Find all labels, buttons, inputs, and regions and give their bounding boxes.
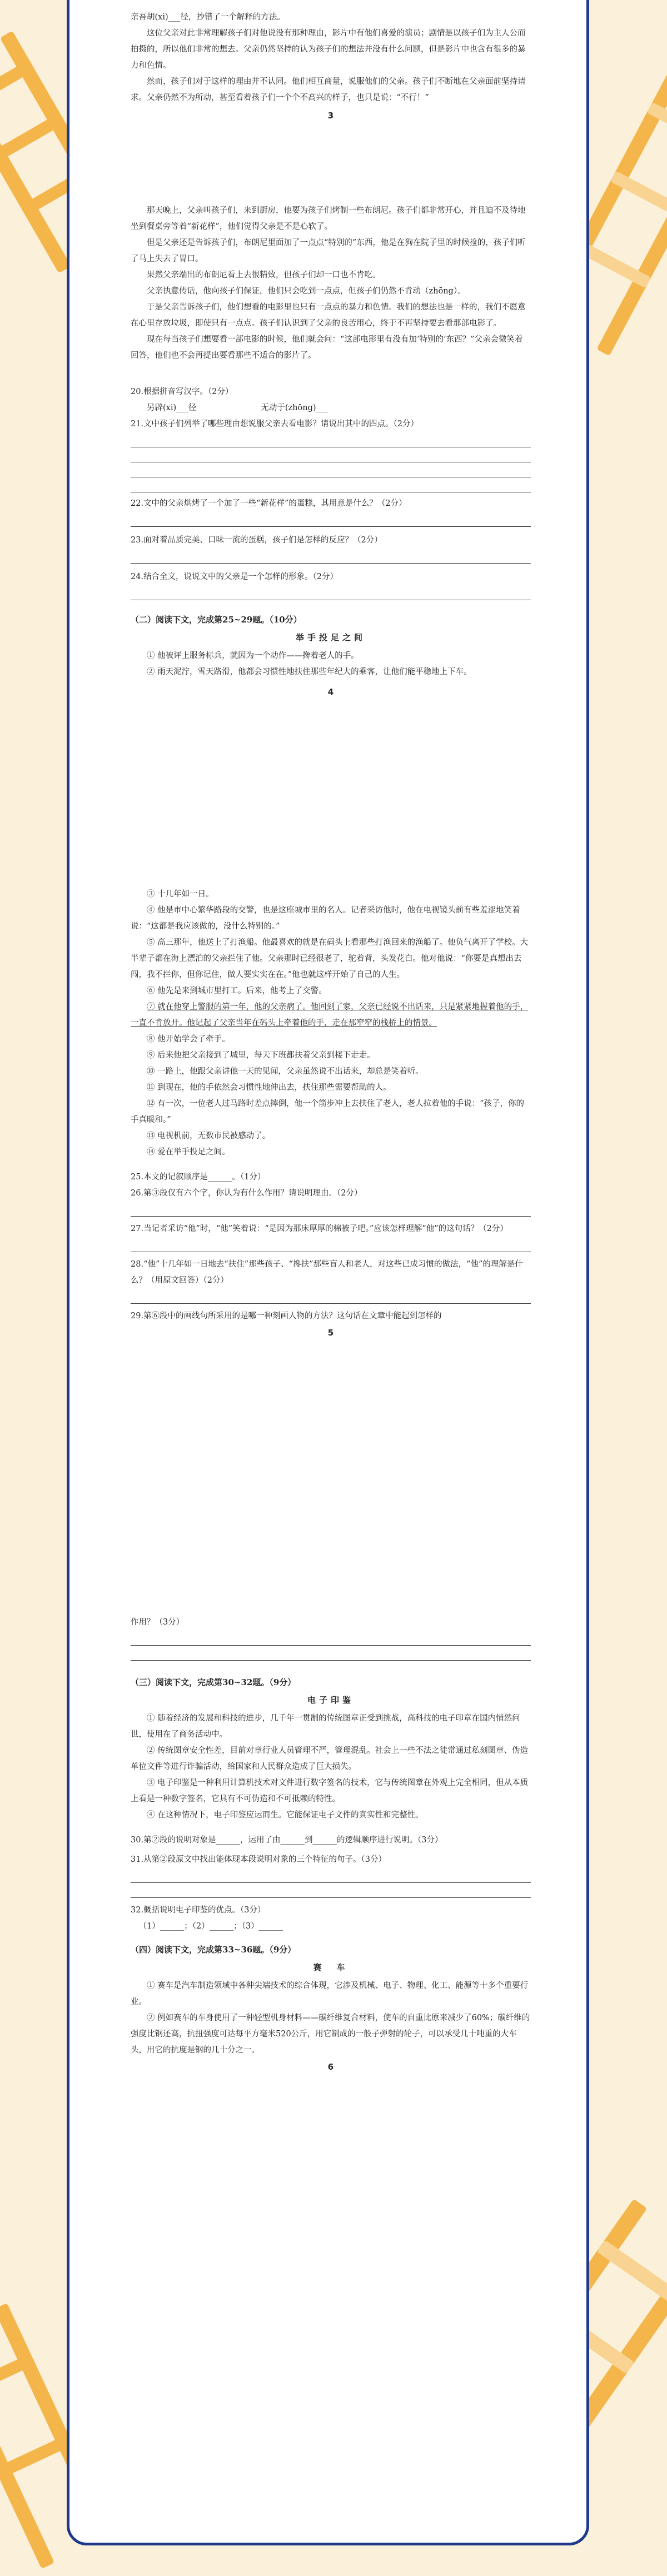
page-4-section xyxy=(131,203,531,698)
question-20: 20.根据拼音写汉字。（2分） xyxy=(131,387,233,396)
question-28: 28.“他”十几年如一日地去“扶住”那些孩子、“搀扶”那些盲人和老人，对这些已成习惯的做法，“他”的理解是什么？（用原文回答）（2分） xyxy=(131,1260,523,1285)
section-heading: （二）阅读下文，完成第25~29题。（10分） xyxy=(131,615,302,625)
question-29-continued: 作用？（3分） xyxy=(131,1618,185,1627)
page-text: 但是父亲还是告诉孩子们，布朗尼里面加了一点点“特别的”东西，他是在狗在院子里的时候捡的，孩子们听了马上失去了胃口。 xyxy=(131,238,526,263)
page-text: 现在每当孩子们想要看一部电影的时候，他们就会问：“这部电影里有没有加‘特别的’东西？”父亲会微笑着回答，他们也不会再提出要看那些不适合的影片了。 xyxy=(131,335,523,360)
answer-line[interactable] xyxy=(131,1289,531,1304)
page-text: 那天晚上，父亲叫孩子们，来到厨房，他要为孩子们烤制一些布朗尼。孩子们都非常开心，并且迫不及待地坐到餐桌旁等着“新花样”，他们觉得父亲是不是心软了。 xyxy=(131,206,526,231)
page-text: ⑤ 高三那年，他送上了打渔船。他最喜欢的就是在码头上看那些打渔回来的渔船了。他负气离开了学校。大半辈子都在海上漂泊的父亲拦住了他。父亲那时已经很老了，驼着背，头发花白。他对他说：“你要是真想出去闯，我不拦你，但你记住，做人要实实在在。”他也就这样开始了自己的人生。 xyxy=(131,938,529,979)
section-heading: （四）阅读下文，完成第33~36题。（9分） xyxy=(131,1945,296,1955)
page-text: 这位父亲对此非常理解孩子们对他说没有那种理由，影片中有他们喜爱的演员；剧情是以孩子们为主人公而拍摄的，所以他们非常的想去。父亲仍然坚持的认为孩子们的想法并没有什么问题，但是影片中也含有很多的暴力和色情。 xyxy=(131,29,526,70)
answer-line[interactable] xyxy=(131,1631,531,1646)
question-32: 32.概括说明电子印鉴的优点。（3分） xyxy=(131,1906,266,1915)
answer-line[interactable] xyxy=(131,462,531,477)
page-text: ④ 在这种情况下，电子印鉴应运而生。它能保证电子文件的真实性和完整性。 xyxy=(147,1811,424,1820)
page-text: ⑫ 有一次，一位老人过马路时差点摔倒，他一个箭步冲上去扶住了老人，老人拉着他的手说：“孩子，你的手真暖和。” xyxy=(131,1099,525,1124)
page-text: ① 他被评上服务标兵，就因为一个动作——搀着老人的手。 xyxy=(147,651,359,660)
exam-sheet xyxy=(67,0,589,2545)
page-text: ④ 他是市中心繁华路段的交警，也是这座城市里的名人。记者采访他时，他在电视镜头前有些羞涩地笑着说：“这都是我应该做的，没什么特别的。” xyxy=(131,906,520,931)
page-text: ⑥ 他先是来到城市里打工。后来，他考上了交警。 xyxy=(147,986,327,995)
section-heading: （三）阅读下文，完成第30~32题。（9分） xyxy=(131,1677,296,1687)
page-text: ⑬ 电视机前，无数市民被感动了。 xyxy=(147,1132,271,1140)
question-23: 23.面对着品质完美、口味一流的蛋糕，孩子们是怎样的反应？（2分） xyxy=(131,536,382,545)
question-20-blanks[interactable]: 另辟(xi)___径 无动于(zhōng)___ xyxy=(147,403,328,412)
page-3-section xyxy=(131,9,531,122)
question-31: 31.从第②段原文中找出能体现本段说明对象的三个特征的句子。（3分） xyxy=(131,1855,387,1864)
answer-line[interactable] xyxy=(131,1237,531,1252)
page-text: ⑪ 到现在，他的手依然会习惯性地伸出去，扶住那些需要帮助的人。 xyxy=(147,1083,391,1092)
page-number: 5 xyxy=(327,1328,334,1338)
article-title: 举手投足之间 xyxy=(295,632,366,642)
question-32-blanks[interactable]: （1）______；（2）______；（3）______ xyxy=(138,1922,283,1931)
page-text: ② 传统图章安全性差，目前对章行业人员管理不严，管理混乱。社会上一些不法之徒常通过私刻图章、伪造单位文件等进行诈骗活动，给国家和人民群众造成了巨大损失。 xyxy=(131,1746,529,1771)
page-text: ② 例如赛车的车身使用了一种轻型机身材料——碳纤维复合材料，使车的自重比原来减少了60%；碳纤维的强度比钢还高，抗扭强度可达每平方毫米520公斤，用它制成的一般子弹射的轮子，可以承受几十吨重的大车头，用它的抗度是钢的几十分之一。 xyxy=(131,2014,530,2055)
page-text: 父亲执意传话，他向孩子们保证，他们只会吃到一点点，但孩子们仍然不肯动（zhōng）。 xyxy=(147,287,466,296)
question-29: 29.第⑥段中的画线句所采用的是哪一种刻画人物的方法？这句话在文章中能起到怎样的 xyxy=(131,1312,442,1321)
page-text: ① 赛车是汽车制造领域中各种尖端技术的综合体现，它涉及机械、电子、物理、化工、能源等十多个重要行业。 xyxy=(131,1981,529,2006)
page-text: ⑭ 爱在举手投足之间。 xyxy=(147,1148,230,1157)
answer-line[interactable] xyxy=(131,432,531,447)
answer-line[interactable] xyxy=(131,1868,531,1883)
page-text: 然而，孩子们对于这样的理由并不认同。他们相互商量，说服他们的父亲。孩子们不断地在父亲面前坚持请求。父亲仍然不为所动，甚至看着孩子们一个个不高兴的样子，也只是说：“不行！” xyxy=(131,77,526,102)
answer-line[interactable] xyxy=(131,477,531,492)
page-text: ③ 电子印鉴是一种利用计算机技术对文件进行数字签名的技术，它与传统图章在外观上完全相同，但从本质上看是一种数字签名，它具有不可伪造和不可抵赖的特性。 xyxy=(131,1778,529,1803)
question-24: 24.结合全文，说说文中的父亲是一个怎样的形象。（2分） xyxy=(131,572,339,581)
answer-line[interactable] xyxy=(131,447,531,462)
page-number: 3 xyxy=(327,111,334,121)
page-text: 于是父亲告诉孩子们，他们想看的电影里也只有一点点的暴力和色情。我们的想法也是一样的，我们不愿意在心里存放垃圾，即使只有一点点。孩子们认识到了父亲的良苦用心，终于不再坚持要去看那部电影了。 xyxy=(131,303,526,328)
page-text: ⑨ 后来他把父亲接到了城里，每天下班都扶着父亲到楼下走走。 xyxy=(147,1051,375,1060)
question-22: 22.文中的父亲烘烤了一个加了一些“新花样”的蛋糕，其用意是什么？（2分） xyxy=(131,499,407,508)
page-5-section xyxy=(131,886,531,1339)
page-text: 果然父亲端出的布朗尼看上去很精致，但孩子们却一口也不肯吃。 xyxy=(147,271,381,280)
answer-line[interactable] xyxy=(131,1883,531,1898)
answer-line[interactable] xyxy=(131,585,531,600)
page-text: ⑩ 一路上，他跟父亲讲他一天的见闻，父亲虽然说不出话来，却总是笑着听。 xyxy=(147,1067,424,1076)
question-25: 25.本文的记叙顺序是______。（1分） xyxy=(131,1173,266,1182)
answer-line[interactable] xyxy=(131,1202,531,1217)
page-number: 6 xyxy=(327,2062,334,2072)
page-text: ⑧ 他开始学会了牵手。 xyxy=(147,1035,230,1044)
answer-line[interactable] xyxy=(131,512,531,527)
question-21: 21.文中孩子们列举了哪些理由想说服父亲去看电影？请说出其中的四点。（2分） xyxy=(131,420,419,428)
answer-line[interactable] xyxy=(131,549,531,564)
page-text: ① 随着经济的发展和科技的进步，几千年一贯制的传统图章正受到挑战，高科技的电子印章在国内悄然问世，使用在了商务活动中。 xyxy=(131,1714,520,1739)
article-title: 电子印鉴 xyxy=(307,1695,354,1705)
page-text: 亲吾胡(xi)___径，抄错了一个解释的方法。 xyxy=(131,13,285,22)
page-text: ② 雨天泥泞，雪天路滑，他都会习惯性地扶住那些年纪大的乘客，让他们能平稳地上下车。 xyxy=(147,667,472,676)
page-text: ③ 十几年如一日。 xyxy=(147,890,214,899)
answer-line[interactable] xyxy=(131,1646,531,1661)
question-26: 26.第③段仅有六个字，你认为有什么作用？请说明理由。（2分） xyxy=(131,1189,362,1198)
question-27: 27.当记者采访“他”时，“他”笑着说：“是因为那床厚厚的棉被子吧。”应该怎样理解“他”的这句话？（2分） xyxy=(131,1224,508,1233)
article-title: 赛 车 xyxy=(313,1962,349,1972)
page-number: 4 xyxy=(327,687,334,697)
question-30: 30.第②段的说明对象是______，运用了由______到______的逻辑顺序进行说明。（3分） xyxy=(131,1836,443,1845)
page-6-section xyxy=(131,1615,531,2073)
page-text: ⑦ 就在他穿上警服的第一年，他的父亲病了。他回到了家，父亲已经说不出话来，只是紧紧地握着他的手，一直不肯放开。他记起了父亲当年在码头上牵着他的手，走在那窄窄的栈桥上的情景。 xyxy=(131,1003,529,1028)
